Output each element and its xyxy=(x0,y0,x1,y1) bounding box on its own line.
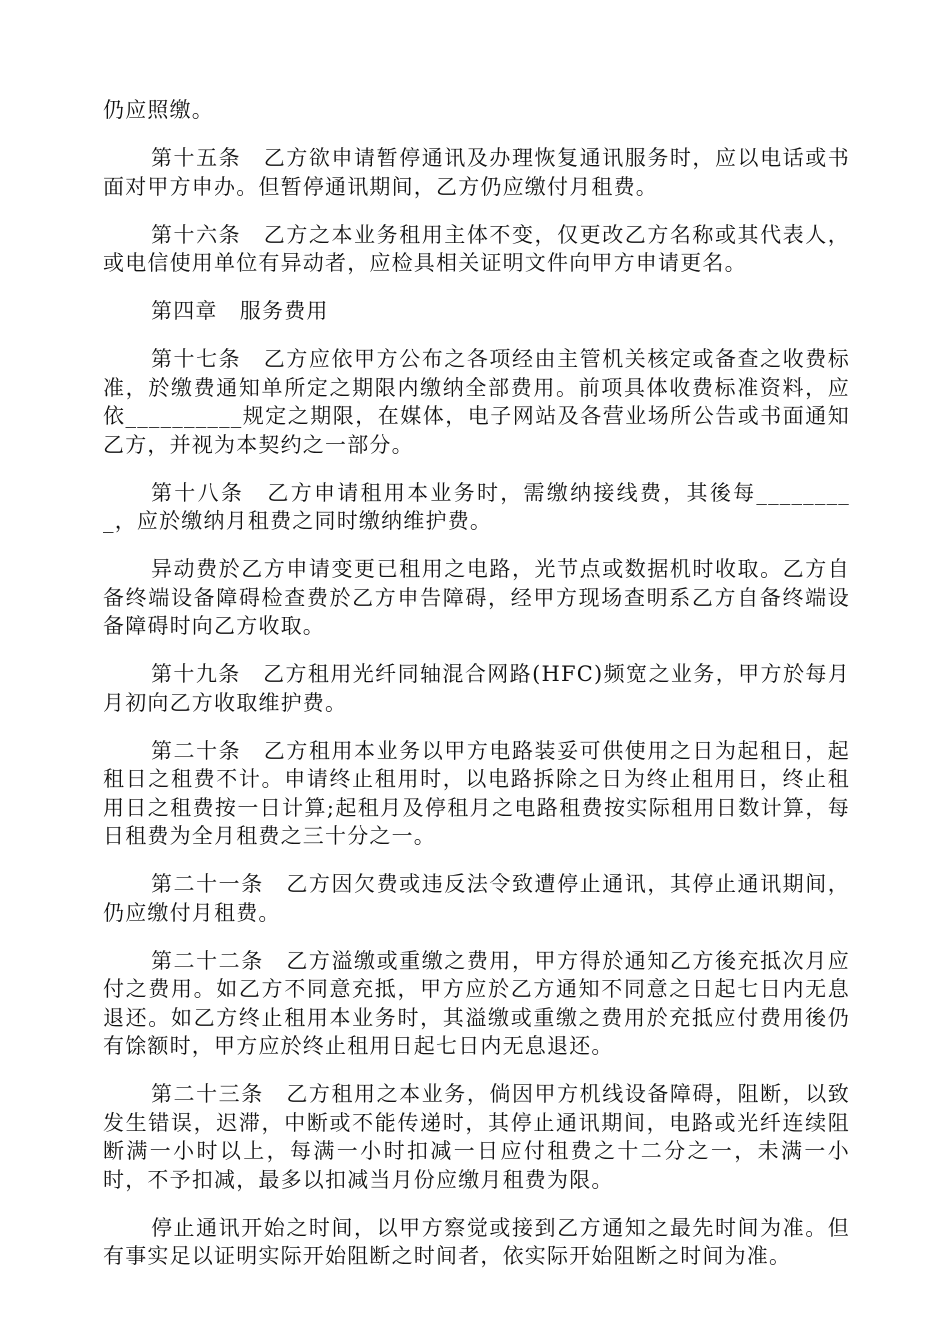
article-21: 第二十一条 乙方因欠费或违反法令致遭停止通讯，其停止通讯期间，仍应缴付月租费。 xyxy=(103,872,850,925)
article-19: 第十九条 乙方租用光纤同轴混合网路(HFC)频宽之业务，甲方於每月月初向乙方收取维护费。 xyxy=(103,662,850,715)
article-17: 第十七条 乙方应依甲方公布之各项经由主管机关核定或备查之收费标准，於缴费通知单所定之期限内缴纳全部费用。前项具体收费标准资料，应依__________规定之期限，在媒体，电子网站及各营业场所公告或书面通知乙方，并视为本契约之一部分。 xyxy=(103,347,850,457)
paragraph-continuation: 仍应照缴。 xyxy=(103,98,214,122)
paragraph-change-fee: 异动费於乙方申请变更已租用之电路，光节点或数据机时收取。乙方自备终端设备障碍检查费於乙方申告障碍，经甲方现场查明系乙方自备终端设备障碍时向乙方收取。 xyxy=(103,557,850,638)
article-16: 第十六条 乙方之本业务租用主体不变，仅更改乙方名称或其代表人，或电信使用单位有异动者，应检具相关证明文件向甲方申请更名。 xyxy=(103,222,850,275)
article-15: 第十五条 乙方欲申请暂停通讯及办理恢复通讯服务时，应以电话或书面对甲方申办。但暂停通讯期间，乙方仍应缴付月租费。 xyxy=(103,146,850,199)
paragraph-outage-start: 停止通讯开始之时间，以甲方察觉或接到乙方通知之最先时间为准。但有事实足以证明实际开始阻断之时间者，依实际开始阻断之时间为准。 xyxy=(103,1215,850,1268)
article-20: 第二十条 乙方租用本业务以甲方电路装妥可供使用之日为起租日，起租日之租费不计。申请终止租用时，以电路拆除之日为终止租用日，终止租用日之租费按一日计算;起租月及停租月之电路租费按实际租用日数计算，每日租费为全月租费之三十分之一。 xyxy=(103,738,850,848)
article-22: 第二十二条 乙方溢缴或重缴之费用，甲方得於通知乙方後充抵次月应付之费用。如乙方不同意充抵，甲方应於乙方通知不同意之日起七日内无息退还。如乙方终止租用本业务时，其溢缴或重缴之费用於充抵应付费用後仍有馀额时，甲方应於终止租用日起七日内无息退还。 xyxy=(103,948,850,1058)
article-18: 第十八条 乙方申请租用本业务时，需缴纳接线费，其後每_________，应於缴纳月租费之同时缴纳维护费。 xyxy=(103,480,850,533)
chapter-4-heading: 第四章 服务费用 xyxy=(151,299,329,323)
article-23: 第二十三条 乙方租用之本业务，倘因甲方机线设备障碍，阻断，以致发生错误，迟滞，中断或不能传递时，其停止通讯期间，电路或光纤连续阻断满一小时以上，每满一小时扣减一日应付租费之十二分之一，未满一小时，不予扣减，最多以扣减当月份应缴月租费为限。 xyxy=(103,1082,850,1192)
